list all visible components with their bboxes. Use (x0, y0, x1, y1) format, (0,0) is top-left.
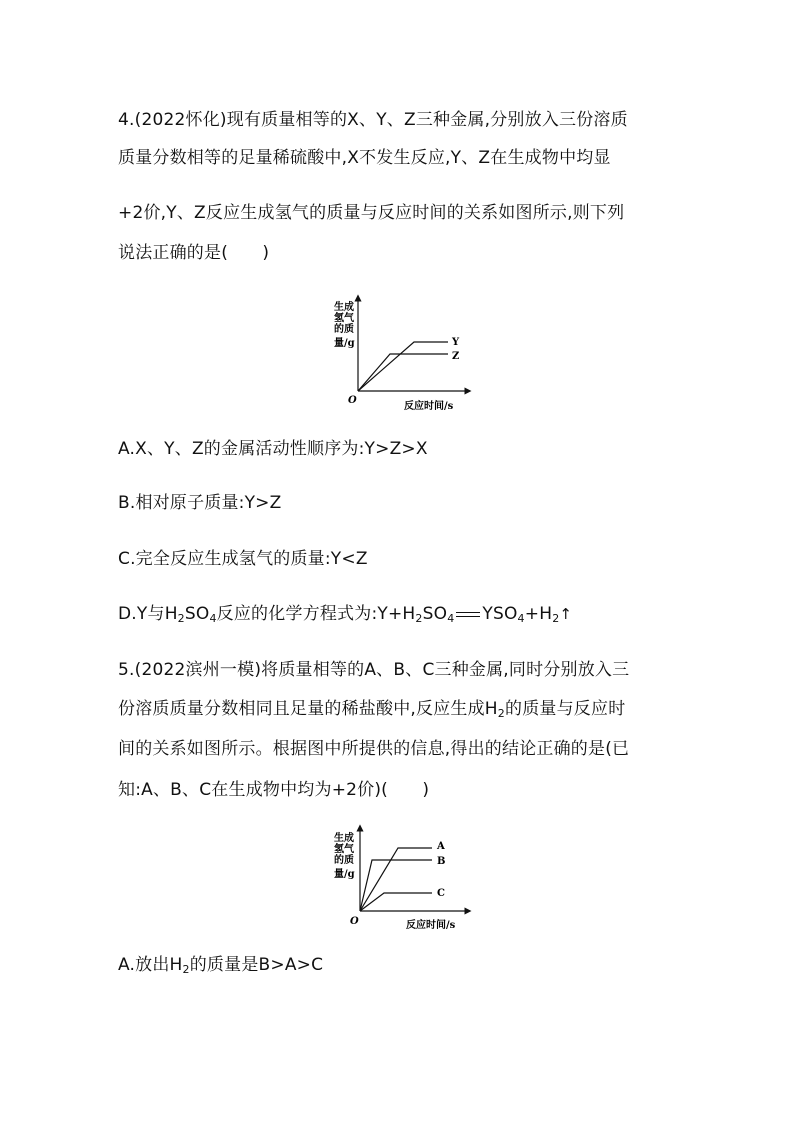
y-axis-label-1: 生成 (334, 302, 354, 313)
y-axis-label-2: 氢气 (334, 844, 354, 855)
series-z-line (358, 354, 448, 391)
opt-d-sub-4: 4 (209, 612, 217, 625)
gas-arrow-icon: ↑ (559, 605, 573, 623)
opt-d-plus-h: +H (524, 604, 553, 624)
series-z-label: Z (452, 351, 460, 362)
q5-line-4: 知:A、B、C在生成物中均为+2价)( ) (118, 780, 430, 800)
q5-opt-a-text-1: A.放出H (118, 955, 183, 975)
q5-graph (320, 824, 480, 934)
q4-graph (318, 290, 478, 415)
q5-line-1: 5.(2022滨州一模)将质量相等的A、B、C三种金属,同时分别放入三 (118, 660, 630, 680)
origin-label: O (350, 916, 359, 927)
y-axis-label-3: 的质 (334, 855, 354, 866)
y-axis-label-4: 量/g (334, 338, 355, 349)
series-b-label: B (437, 856, 446, 867)
series-a-label: A (437, 841, 445, 852)
q5-opt-a-sub: 2 (182, 963, 190, 976)
q5-line-2-sub: 2 (497, 707, 505, 720)
opt-d-sub-4b: 4 (447, 612, 455, 625)
series-c-line (360, 893, 432, 911)
q4-option-b: B.相对原子质量:Y>Z (118, 493, 282, 513)
q4-line-1: 4.(2022怀化)现有质量相等的X、Y、Z三种金属,分别放入三份溶质 (118, 110, 628, 130)
opt-d-sub-2: 2 (177, 612, 185, 625)
opt-d-sub-2c: 2 (552, 612, 560, 625)
origin-label: O (348, 395, 357, 406)
q4-line-4: 说法正确的是( ) (118, 243, 270, 263)
opt-d-h: H (164, 604, 178, 624)
y-axis-label-1: 生成 (334, 833, 354, 844)
q5-opt-a-text-2: 的质量是B>A>C (189, 955, 324, 975)
x-axis-label: 反应时间/s (404, 401, 454, 412)
q5-line-2-a: 份溶质质量分数相同且足量的稀盐酸中,反应生成H (118, 699, 498, 719)
q5-option-a (118, 957, 323, 975)
q4-option-d (118, 606, 572, 624)
opt-d-text-1: D.Y与 (118, 604, 165, 624)
opt-d-yso: YSO (482, 604, 518, 624)
series-c-label: C (437, 888, 445, 899)
q5-line-3: 间的关系如图所示。根据图中所提供的信息,得出的结论正确的是(已 (118, 739, 630, 759)
q5-line-2 (118, 701, 625, 719)
y-axis-label-2: 氢气 (334, 313, 354, 324)
opt-d-so-2: SO (422, 604, 448, 624)
opt-d-text-2: 反应的化学方程式为:Y+ (216, 604, 403, 624)
opt-d-sub-4c: 4 (517, 612, 525, 625)
q4-line-3: +2价,Y、Z反应生成氢气的质量与反应时间的关系如图所示,则下列 (118, 203, 625, 223)
series-a-line (360, 848, 432, 911)
q4-option-c: C.完全反应生成氢气的质量:Y<Z (118, 549, 368, 569)
q5-line-2-b: 的质量与反应时 (505, 699, 626, 719)
x-axis-label: 反应时间/s (406, 920, 456, 931)
q4-option-a: A.X、Y、Z的金属活动性顺序为:Y>Z>X (118, 439, 428, 459)
opt-d-sub-2b: 2 (415, 612, 423, 625)
series-y-line (358, 342, 448, 391)
equals-sign (456, 612, 480, 617)
q4-line-2: 质量分数相等的足量稀硫酸中,X不发生反应,Y、Z在生成物中均显 (118, 148, 611, 168)
series-y-label: Y (452, 337, 460, 348)
y-axis-label-3: 的质 (334, 324, 354, 335)
opt-d-h-2: H (402, 604, 416, 624)
opt-d-so: SO (184, 604, 210, 624)
y-axis-label-4: 量/g (334, 869, 355, 880)
